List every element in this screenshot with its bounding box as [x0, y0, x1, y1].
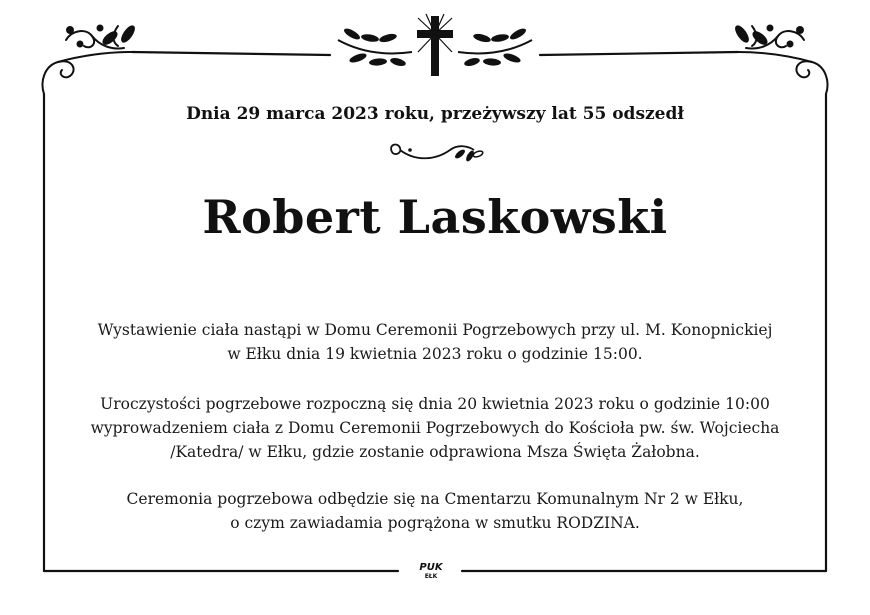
corner-flourish-icon-right [734, 25, 827, 94]
paragraph-line: Uroczystości pogrzebowe rozpoczną się dnia 20 kwietnia 2023 roku o godzinie 10:00 [100, 395, 770, 413]
paragraph-line: /Katedra/ w Ełku, gdzie zostanie odprawiona Msza Święta Żałobna. [170, 443, 700, 461]
laurel-branch-icon-left [338, 26, 412, 67]
leaf-divider-icon [391, 145, 483, 163]
paragraph-line: o czym zawiadamia pogrążona w smutku RODZINA. [230, 514, 640, 532]
laurel-branch-icon-right [458, 26, 532, 67]
burial-paragraph [0, 487, 870, 535]
paragraph-line: Ceremonia pogrzebowa odbędzie się na Cmentarzu Komunalnym Nr 2 w Ełku, [126, 490, 744, 508]
deceased-name: Robert Laskowski [202, 190, 668, 244]
logo-sub-text: EŁK [424, 573, 438, 580]
corner-flourish-icon-left [43, 25, 136, 94]
logo-main-text: PUK [419, 562, 443, 573]
cross-icon [417, 14, 453, 76]
paragraph-line: w Ełku dnia 19 kwietnia 2023 roku o godzinie 15:00. [227, 345, 643, 363]
paragraph-line: wyprowadzeniem ciała z Domu Ceremonii Pogrzebowych do Kościoła pw. św. Wojciecha [90, 419, 780, 437]
paragraph-line: Wystawienie ciała nastąpi w Domu Ceremonii Pogrzebowych przy ul. M. Konopnickiej [97, 321, 773, 339]
viewing-paragraph [0, 318, 870, 366]
funeral-ceremony-paragraph [0, 392, 870, 464]
death-date-intro: Dnia 29 marca 2023 roku, przeżywszy lat 55 odszedł [186, 104, 684, 124]
company-logo [409, 563, 453, 580]
